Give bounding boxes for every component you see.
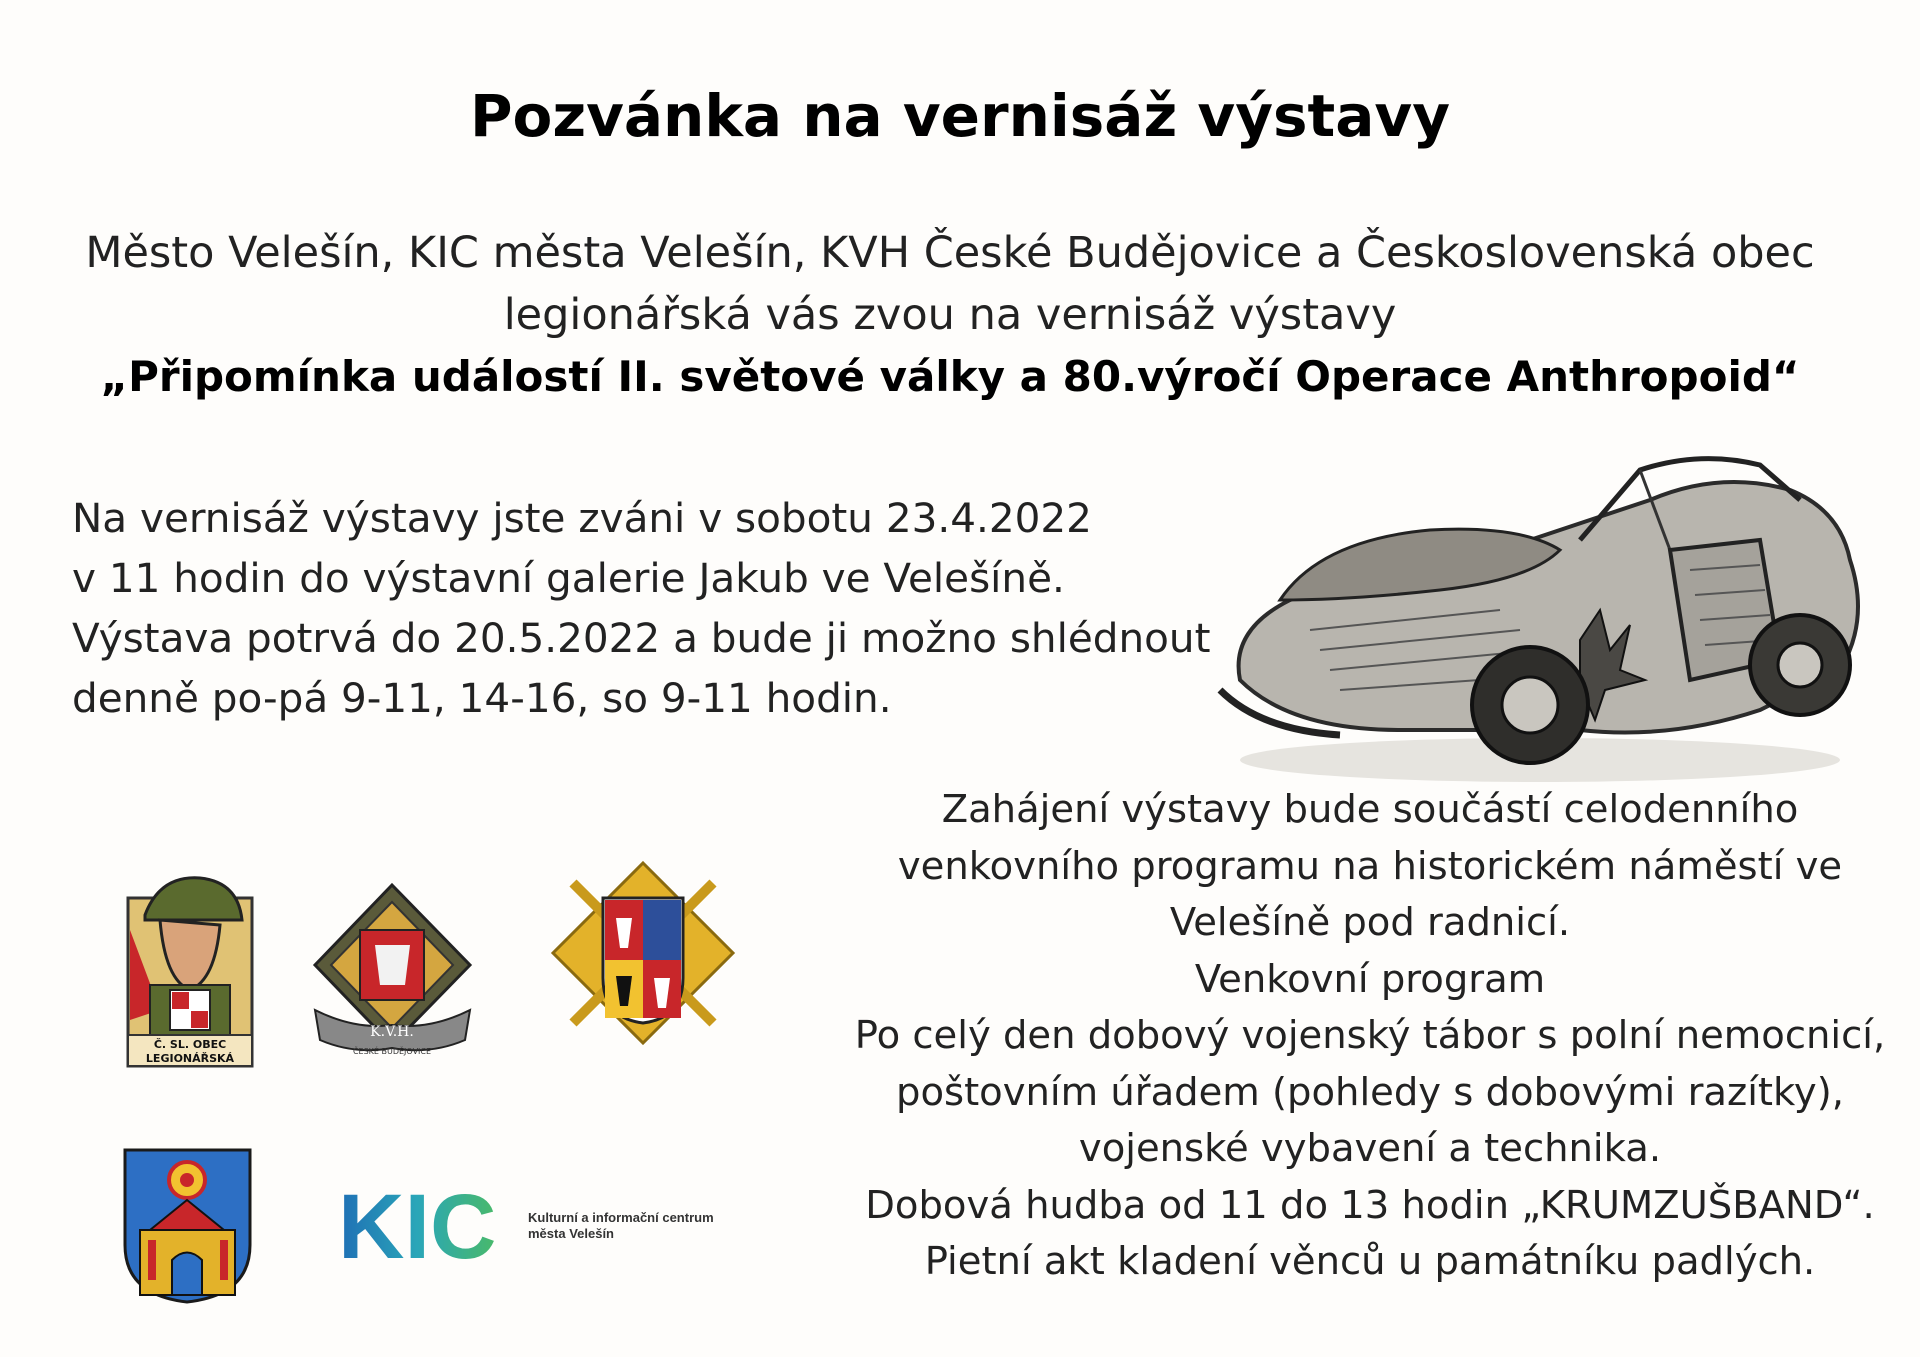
kic-caption [528,1210,718,1242]
program-line-3: Velešíně pod radnicí. [1169,900,1571,945]
invitation-line-2: v 11 hodin do výstavní galerie Jakub ve Velešíně. [72,554,1065,602]
invitation-line-4: denně po-pá 9-11, 14-16, so 9-11 hodin. [72,674,892,722]
car-illustration [1200,430,1890,790]
kvh-text-1: K.V.H. [370,1024,414,1040]
kic-logo [338,1180,718,1270]
kvh-text-2: ČESKÉ BUDĚJOVICE [352,1047,432,1056]
invitation-line-3: Výstava potrvá do 20.5.2022 a bude ji možno shlédnout [72,614,1211,662]
kic-letters: KIC [338,1180,497,1270]
kic-letters-graphic [338,1180,528,1270]
kic-caption-line-1: Kulturní a informační centrum [528,1210,714,1225]
intro-line-2: legionářská vás zvou na vernisáž výstavy [503,290,1397,340]
invitation-line-1: Na vernisáž výstavy jste zváni v sobotu 23.4.2022 [72,494,1092,542]
legion-text-2: LEGIONÁŘSKÁ [145,1052,235,1065]
intro-text [40,222,1860,408]
program-line-2: venkovního programu na historickém náměstí ve [897,843,1843,889]
program-line-1: Zahájení výstavy bude součástí celodenního [941,787,1799,832]
legion-logo [120,870,260,1070]
kic-caption-line-2: města Velešín [528,1226,614,1241]
kvh-logo [305,880,480,1065]
program-text [840,782,1900,1291]
army-coat-of-arms-logo [548,858,738,1048]
program-line-4: Venkovní program [1194,956,1546,1002]
page-title: Pozvánka na vernisáž výstavy [469,82,1451,150]
velesin-coat-of-arms-logo [120,1145,255,1305]
program-line-5: Po celý den dobový vojenský tábor s polní nemocnicí, [854,1013,1886,1058]
program-line-7: vojenské vybavení a technika. [1078,1126,1662,1171]
exhibition-name: „Připomínka událostí II. světové války a 80.výročí Operace Anthropoid“ [100,352,1800,401]
program-line-9: Pietní akt kladení věnců u památníku padlých. [924,1239,1816,1284]
legion-text-1: Č. SL. OBEC [153,1038,227,1051]
invitation-text [72,488,1222,728]
program-line-8: Dobová hudba od 11 do 13 hodin „KRUMZUŠBAND“. [865,1182,1875,1228]
intro-line-1: Město Velešín, KIC města Velešín, KVH České Budějovice a Československá obec [85,228,1815,278]
program-line-6: poštovním úřadem (pohledy s dobovými razítky), [896,1069,1844,1115]
